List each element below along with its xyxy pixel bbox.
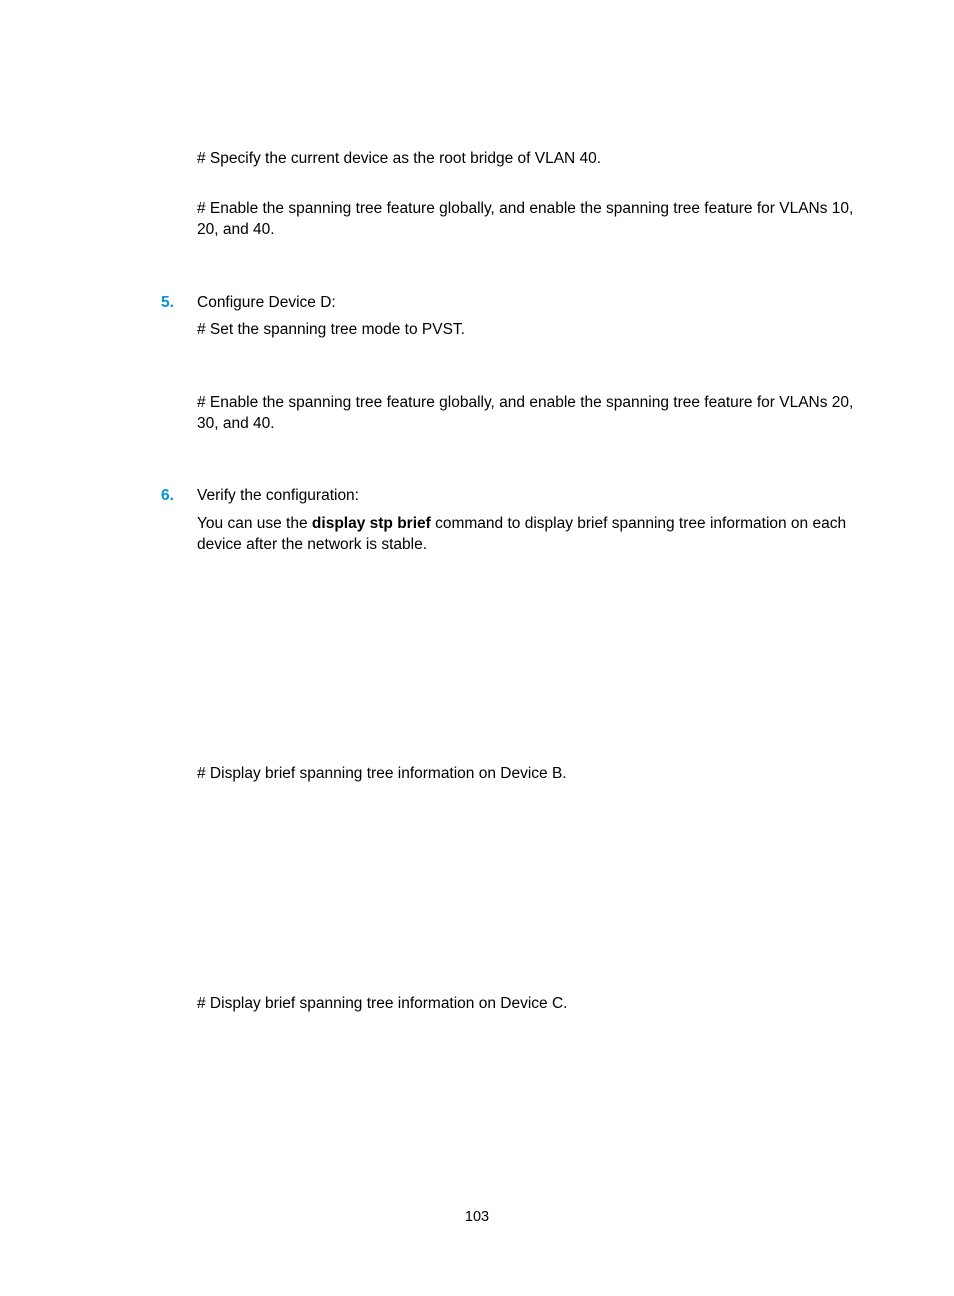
page-number: 103 bbox=[464, 1209, 490, 1225]
paragraph-set-pvst-mode: # Set the spanning tree mode to PVST. bbox=[197, 321, 465, 338]
paragraph-enable-stp-vlans-10-20-40: # Enable the spanning tree feature globally, and enable the spanning tree feature for VLANs 10, 20, and 40. bbox=[197, 200, 854, 238]
paragraph-display-device-b: # Display brief spanning tree information on Device B. bbox=[197, 765, 567, 782]
command-display-stp-brief: display stp brief bbox=[311, 515, 431, 532]
step-number-6: 6. bbox=[161, 487, 174, 504]
paragraph-display-device-c: # Display brief spanning tree information on Device C. bbox=[197, 995, 568, 1012]
step-text-verify-configuration: Verify the configuration: bbox=[197, 487, 359, 504]
paragraph-text-after: command to display brief spanning tree information on each device after the network is stable. bbox=[197, 515, 847, 553]
step-number-5: 5. bbox=[161, 294, 174, 311]
paragraph-text-before: You can use the bbox=[197, 515, 312, 532]
paragraph-enable-stp-vlans-20-30-40: # Enable the spanning tree feature globally, and enable the spanning tree feature for VLANs 20, 30, and 40. bbox=[197, 394, 854, 432]
paragraph-root-bridge: # Specify the current device as the root bridge of VLAN 40. bbox=[197, 150, 602, 167]
step-text-configure-device-d: Configure Device D: bbox=[197, 294, 336, 311]
paragraph-display-stp-brief bbox=[197, 513, 872, 555]
